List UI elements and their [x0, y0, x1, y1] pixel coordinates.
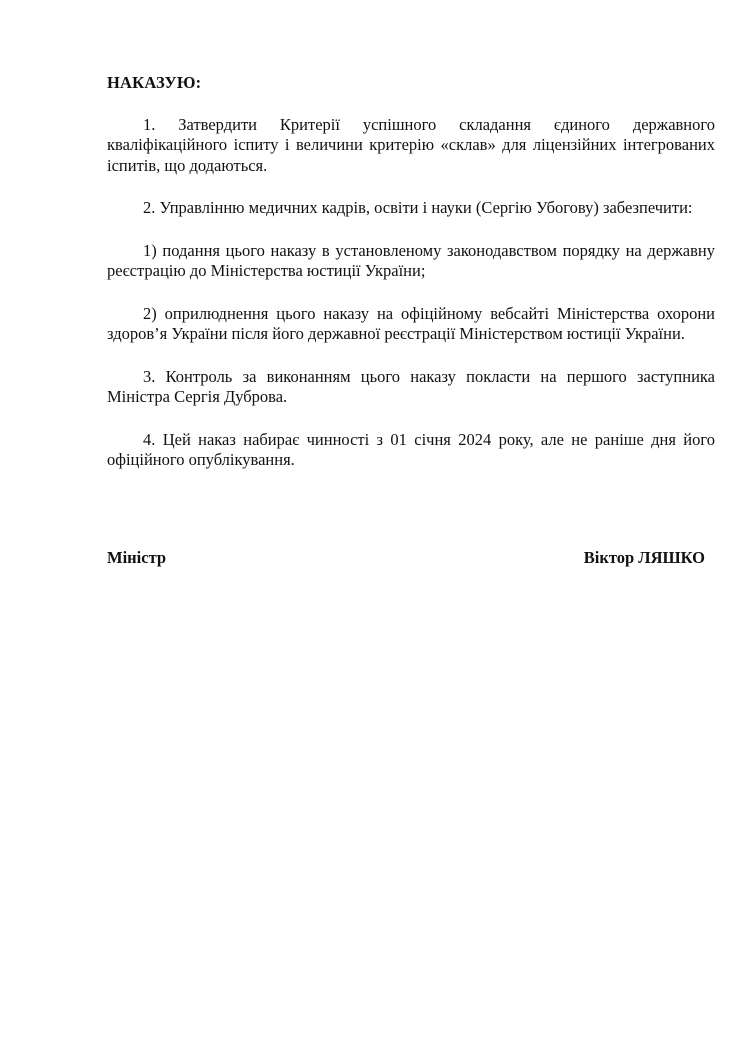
- paragraph-4: 4. Цей наказ набирає чинності з 01 січня 2024 року, але не раніше дня його офіційного опублікування.: [107, 429, 715, 469]
- signatory-position: Міністр: [107, 548, 167, 567]
- signature-block: [107, 548, 705, 569]
- paragraph-3: 3. Контроль за виконанням цього наказу покласти на першого заступника Міністра Сергія Дуброва.: [107, 366, 715, 406]
- document-body: [107, 73, 715, 471]
- order-heading: НАКАЗУЮ:: [107, 73, 202, 92]
- signatory-name: Віктор ЛЯШКО: [583, 548, 705, 567]
- paragraph-1: 1. Затвердити Критерії успішного складання єдиного державного кваліфікаційного іспиту і величини критерію «склав» для ліцензійних інтегрованих іспитів, що додаються.: [107, 114, 715, 175]
- paragraph-2-2: 2) оприлюднення цього наказу на офіційному вебсайті Міністерства охорони здоров’я України після його державної реєстрації Міністерством юстиції України.: [107, 303, 715, 343]
- paragraph-2-1: 1) подання цього наказу в установленому законодавством порядку на державну реєстрацію до Міністерства юстиції України;: [107, 240, 715, 280]
- paragraph-2: 2. Управлінню медичних кадрів, освіти і науки (Сергію Убогову) забезпечити:: [143, 198, 693, 217]
